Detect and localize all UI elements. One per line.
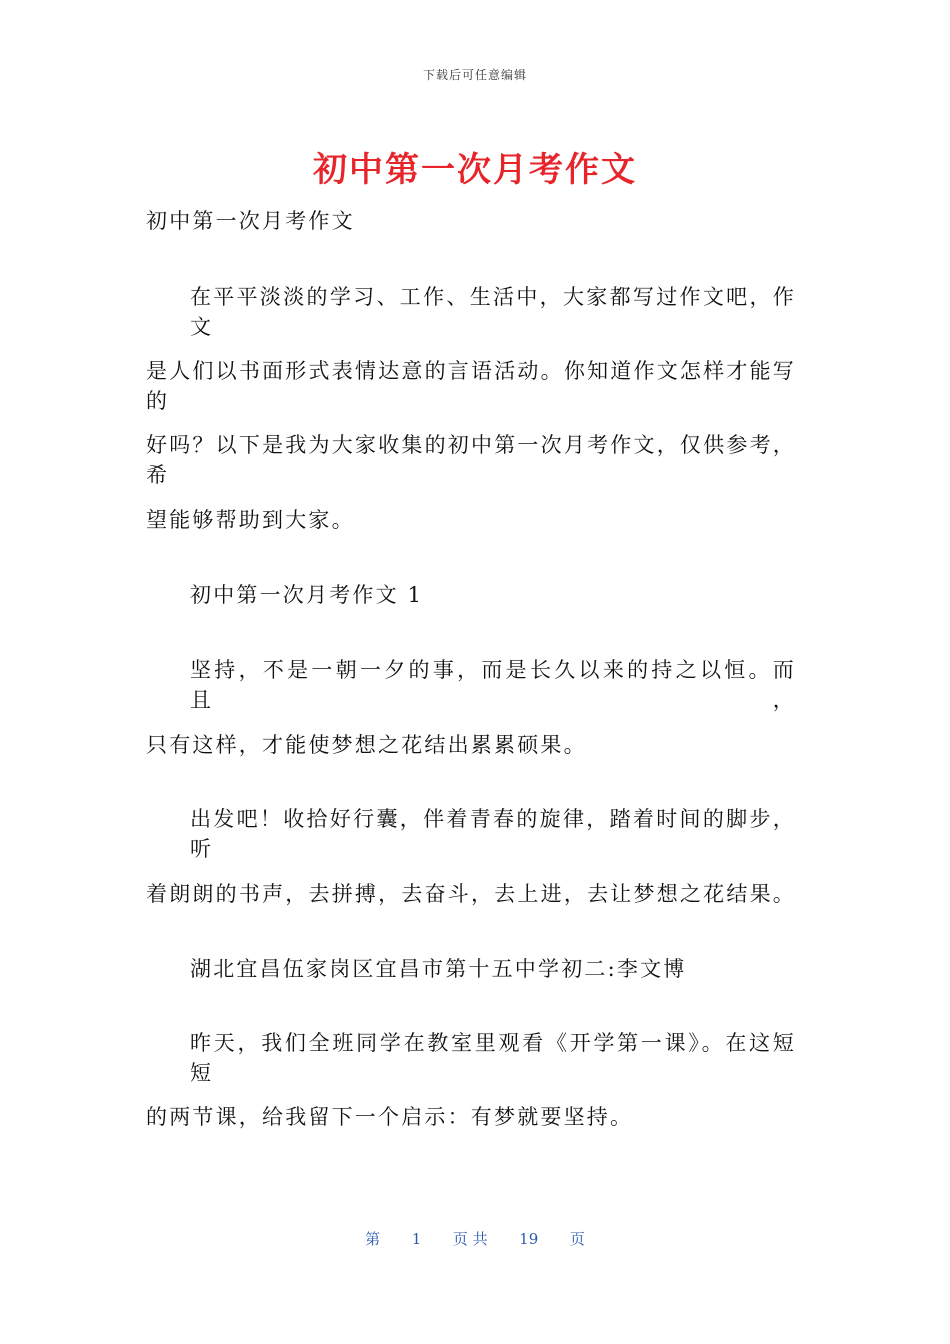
paragraph-line: 昨天，我们全班同学在教室里观看《开学第一课》。在这短短 bbox=[190, 1031, 796, 1085]
footer-page-number: 1 bbox=[411, 1230, 422, 1248]
section-heading: 初中第一次月考作文 1 bbox=[190, 583, 424, 607]
footer-prefix: 第 bbox=[365, 1230, 381, 1248]
footer-suffix: 页 bbox=[569, 1230, 585, 1248]
paragraph-line: 着朗朗的书声，去拼搏，去奋斗，去上进，去让梦想之花结果。 bbox=[146, 882, 796, 906]
paragraph-line: 坚持，不是一朝一夕的事，而是长久以来的持之以恒。而且， bbox=[190, 658, 796, 712]
footer-middle: 页 共 bbox=[452, 1230, 488, 1248]
paragraph-line: 只有这样，才能使梦想之花结出累累硕果。 bbox=[146, 733, 587, 757]
footer-total-pages: 19 bbox=[519, 1230, 539, 1248]
paragraph-line: 出发吧！收拾好行囊，伴着青春的旋律，踏着时间的脚步，听 bbox=[190, 807, 796, 861]
paragraph-line: 望能够帮助到大家。 bbox=[146, 508, 355, 532]
subtitle-line: 初中第一次月考作文 bbox=[146, 209, 355, 233]
page-footer bbox=[0, 1228, 950, 1249]
paragraph-line: 的两节课，给我留下一个启示：有梦就要坚持。 bbox=[146, 1105, 634, 1129]
header-note: 下载后可任意编辑 bbox=[422, 68, 527, 82]
paragraph-line: 好吗？以下是我为大家收集的初中第一次月考作文，仅供参考，希 bbox=[146, 433, 796, 487]
document-title: 初中第一次月考作文 bbox=[313, 150, 637, 190]
author-line: 湖北宜昌伍家岗区宜昌市第十五中学初二:李文博 bbox=[190, 957, 687, 981]
paragraph-line: 是人们以书面形式表情达意的言语活动。你知道作文怎样才能写的 bbox=[146, 359, 796, 413]
paragraph-line: 在平平淡淡的学习、工作、生活中，大家都写过作文吧，作文 bbox=[190, 285, 796, 339]
